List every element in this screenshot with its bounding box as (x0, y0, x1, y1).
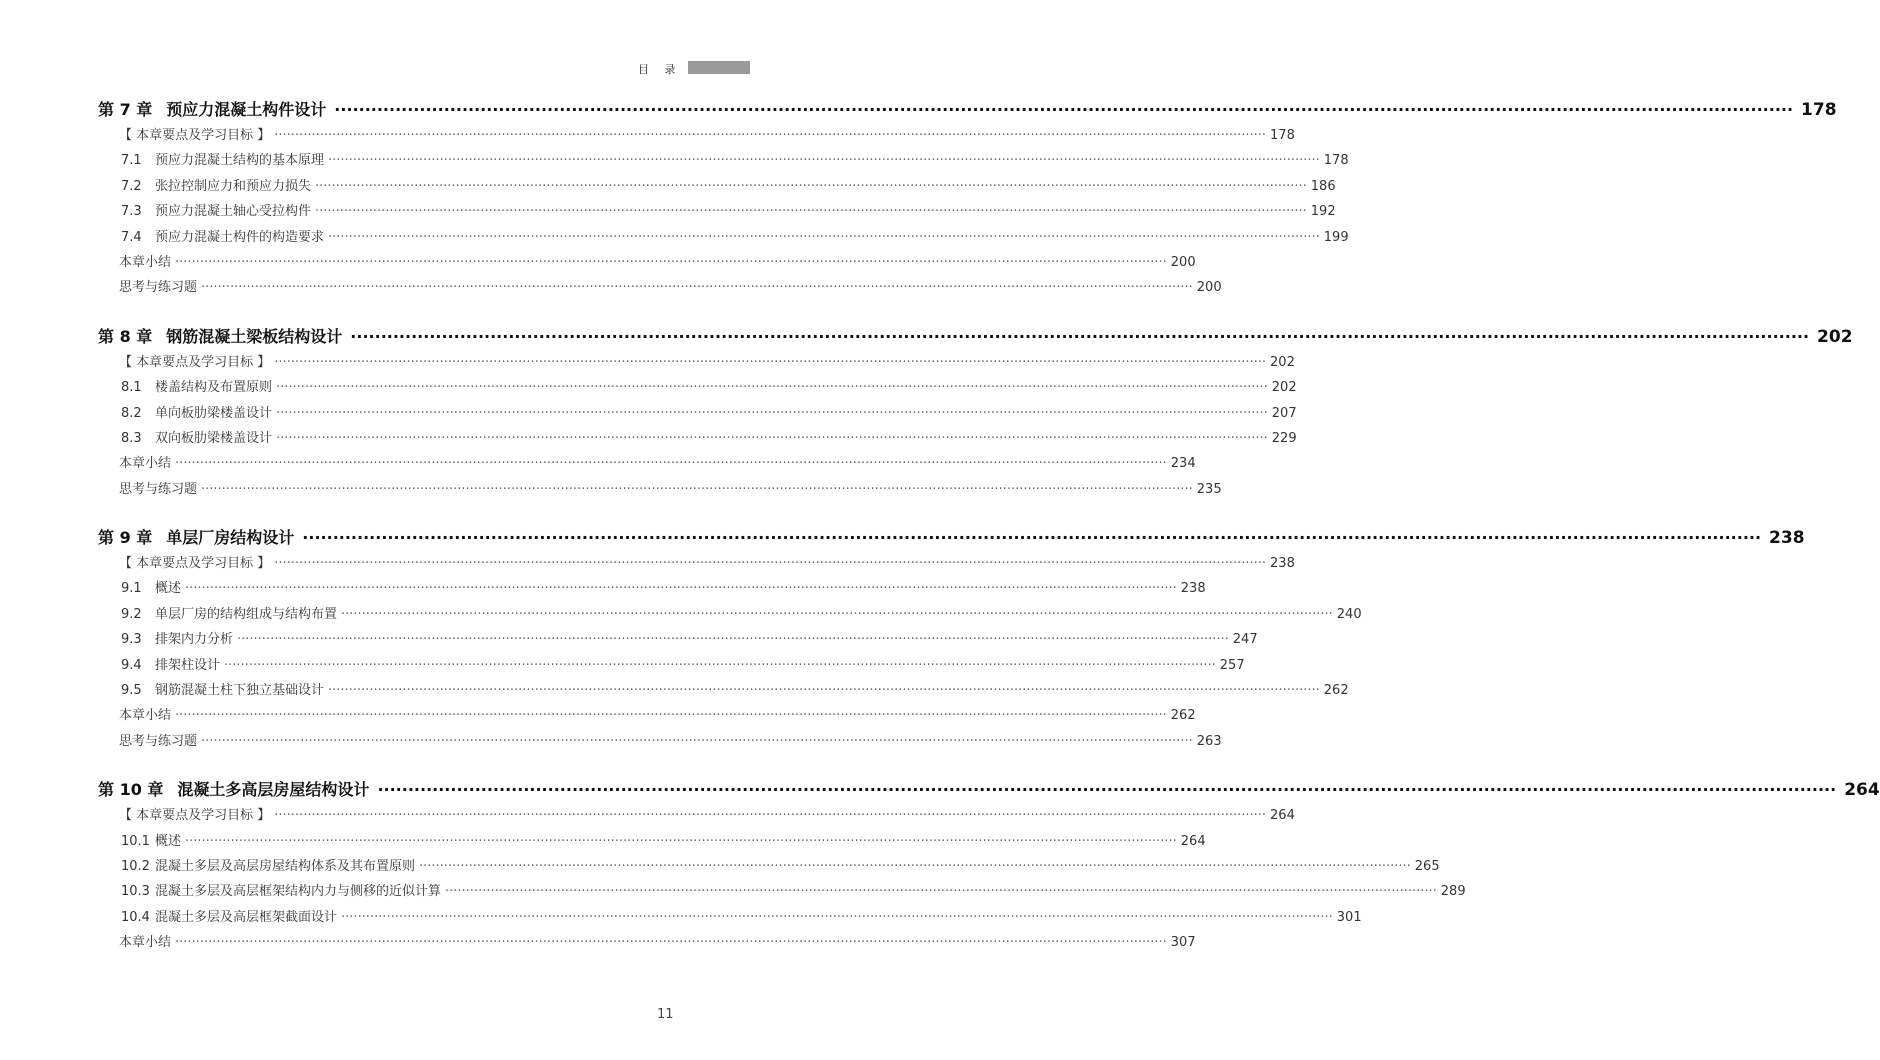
dot-leader: ················································································································································································································································ (274, 556, 1267, 572)
toc-entry[interactable] (0, 451, 1196, 476)
entry-page: 229 (1271, 430, 1297, 446)
entry-page: 200 (1196, 280, 1222, 296)
entry-page: 262 (1170, 708, 1196, 724)
chapter-block (0, 776, 1880, 955)
entry-title: 楼盖结构及布置原则 (155, 380, 273, 396)
entry-page: 307 (1170, 935, 1196, 951)
toc-entry[interactable] (0, 854, 1440, 879)
header-bar (688, 61, 750, 74)
entry-title: 双向板肋梁楼盖设计 (155, 430, 273, 446)
section-number: 7.1 (121, 153, 142, 169)
entry-page: 264 (1180, 833, 1206, 849)
chapter-number: 第 9 章 (98, 528, 153, 548)
dot-leader: ················································································································································································································································ (377, 780, 1837, 800)
entry-page: 178 (1323, 153, 1349, 169)
chapter-heading[interactable] (0, 776, 1880, 803)
entry-page: 199 (1323, 229, 1349, 245)
dot-leader: ················································································································································································································································ (445, 884, 1437, 900)
chapter-title: 单层厂房结构设计 (166, 528, 295, 548)
chapter-heading[interactable] (0, 323, 1853, 350)
entry-title: 本章小结 (119, 935, 172, 951)
section-number: 7.4 (121, 229, 142, 245)
entry-title: 本章小结 (119, 456, 172, 472)
entry-page: 202 (1271, 380, 1297, 396)
dot-leader: ················································································································································································································································ (315, 204, 1307, 220)
chapter-page: 202 (1817, 326, 1853, 347)
entry-title: 预应力混凝土构件的构造要求 (155, 229, 325, 245)
chapter-page: 238 (1769, 528, 1805, 549)
dot-leader: ················································································································································································································································ (328, 683, 1320, 699)
chapter-page: 264 (1844, 780, 1880, 801)
entry-page: 234 (1170, 456, 1196, 472)
toc-entry[interactable] (0, 477, 1222, 502)
section-number: 10.2 (121, 858, 150, 874)
entry-page: 202 (1270, 354, 1295, 370)
chapter-block (0, 524, 1805, 754)
entry-title: 思考与练习题 (119, 481, 198, 497)
toc-entry[interactable] (0, 199, 1336, 224)
entry-title: 【 本章要点及学习目标 】 (119, 556, 271, 572)
toc-entry[interactable] (0, 426, 1297, 451)
toc-entry[interactable] (0, 350, 1295, 375)
entry-title: 钢筋混凝土柱下独立基础设计 (155, 683, 325, 699)
dot-leader: ················································································································································································································································ (341, 606, 1333, 622)
dot-leader: ················································································································································································································································ (185, 833, 1177, 849)
entry-title: 预应力混凝土结构的基本原理 (155, 153, 325, 169)
dot-leader: ················································································································································································································································ (341, 909, 1333, 925)
section-number: 9.2 (121, 606, 142, 622)
section-number: 9.5 (121, 683, 142, 699)
dot-leader: ················································································································································································································································ (201, 481, 1193, 497)
dot-leader: ················································································································································································································································ (328, 153, 1320, 169)
toc-entry[interactable] (0, 551, 1295, 576)
entry-title: 排架内力分析 (155, 632, 234, 648)
toc-entry[interactable] (0, 148, 1349, 173)
toc-entry[interactable] (0, 123, 1295, 148)
dot-leader: ················································································································································································································································ (274, 354, 1267, 370)
section-number: 10.3 (121, 884, 150, 900)
toc-entry[interactable] (0, 225, 1349, 250)
dot-leader: ················································································································································································································································ (276, 430, 1268, 446)
entry-title: 单层厂房的结构组成与结构布置 (155, 606, 338, 622)
toc-entry[interactable] (0, 602, 1362, 627)
entry-page: 262 (1323, 683, 1349, 699)
dot-leader: ················································································································································································································································ (276, 380, 1268, 396)
chapter-block (0, 96, 1837, 301)
entry-title: 【 本章要点及学习目标 】 (119, 808, 271, 824)
entry-page: 178 (1270, 128, 1295, 143)
section-number: 8.2 (121, 405, 142, 421)
toc-entry[interactable] (0, 275, 1222, 300)
entry-page: 247 (1232, 632, 1258, 648)
section-number: 10.1 (121, 833, 150, 849)
page-number: 11 (657, 1007, 674, 1022)
section-number: 9.4 (121, 657, 142, 673)
dot-leader: ················································································································································································································································ (274, 128, 1267, 143)
entry-page: 238 (1180, 581, 1206, 597)
section-number: 7.2 (121, 178, 142, 194)
entry-title: 思考与练习题 (119, 733, 198, 749)
entry-title: 混凝土多层及高层房屋结构体系及其布置原则 (155, 858, 416, 874)
entry-title: 混凝土多层及高层框架截面设计 (155, 909, 338, 925)
toc-entry[interactable] (0, 703, 1196, 728)
entry-page: 263 (1196, 733, 1222, 749)
entry-page: 240 (1336, 606, 1362, 622)
chapter-number: 第 10 章 (98, 780, 164, 800)
entry-title: 排架柱设计 (155, 657, 221, 673)
toc-entry[interactable] (0, 829, 1206, 854)
dot-leader: ················································································································································································································································ (315, 178, 1307, 194)
toc-entry[interactable] (0, 905, 1362, 930)
dot-leader: ················································································································································································································································ (328, 229, 1320, 245)
chapter-number: 第 8 章 (98, 326, 153, 346)
dot-leader: ················································································································································································································································ (419, 858, 1411, 874)
dot-leader: ················································································································································································································································ (274, 808, 1267, 824)
toc-entry[interactable] (0, 576, 1206, 601)
entry-title: 混凝土多层及高层框架结构内力与侧移的近似计算 (155, 884, 442, 900)
entry-page: 207 (1271, 405, 1297, 421)
toc-entry[interactable] (0, 678, 1349, 703)
entry-page: 238 (1270, 556, 1295, 572)
dot-leader: ················································································································································································································································ (175, 456, 1167, 472)
header-label: 目 录 (638, 63, 682, 76)
dot-leader: ················································································································································································································································ (201, 280, 1193, 296)
section-number: 7.3 (121, 204, 142, 220)
entry-title: 本章小结 (119, 708, 172, 724)
dot-leader: ················································································································································································································································ (302, 528, 1762, 548)
chapter-title: 钢筋混凝土梁板结构设计 (166, 326, 343, 346)
dot-leader: ················································································································································································································································ (175, 708, 1167, 724)
dot-leader: ················································································································································································································································ (175, 254, 1167, 270)
dot-leader: ················································································································································································································································ (201, 733, 1193, 749)
entry-page: 289 (1440, 884, 1466, 900)
toc-entry[interactable] (0, 803, 1295, 828)
entry-title: 概述 (155, 833, 182, 849)
chapter-title: 预应力混凝土构件设计 (166, 100, 327, 119)
entry-page: 264 (1270, 808, 1295, 824)
chapter-title: 混凝土多高层房屋结构设计 (177, 780, 370, 800)
dot-leader: ················································································································································································································································ (175, 935, 1167, 951)
toc-entry[interactable] (0, 250, 1196, 275)
entry-page: 192 (1310, 204, 1336, 220)
dot-leader: ················································································································································································································································ (237, 632, 1229, 648)
chapter-heading[interactable] (0, 96, 1837, 123)
entry-title: 【 本章要点及学习目标 】 (119, 354, 271, 370)
section-number: 8.1 (121, 380, 142, 396)
entry-page: 186 (1310, 178, 1336, 194)
chapter-page: 178 (1801, 100, 1837, 120)
entry-page: 235 (1196, 481, 1222, 497)
section-number: 9.3 (121, 632, 142, 648)
section-number: 10.4 (121, 909, 150, 925)
entry-page: 257 (1219, 657, 1245, 673)
toc-entry[interactable] (0, 174, 1336, 199)
entry-title: 张拉控制应力和预应力损失 (155, 178, 312, 194)
entry-page: 200 (1170, 254, 1196, 270)
entry-title: 预应力混凝土轴心受拉构件 (155, 204, 312, 220)
entry-title: 思考与练习题 (119, 280, 198, 296)
dot-leader: ················································································································································································································································ (334, 100, 1794, 119)
entry-title: 概述 (155, 581, 182, 597)
table-of-contents (0, 96, 1880, 978)
toc-entry[interactable] (0, 729, 1222, 754)
section-number: 9.1 (121, 581, 142, 597)
entry-title: 本章小结 (119, 254, 172, 270)
dot-leader: ················································································································································································································································ (185, 581, 1177, 597)
chapter-heading[interactable] (0, 524, 1805, 551)
toc-entry[interactable] (0, 930, 1196, 955)
toc-entry[interactable] (0, 375, 1297, 400)
dot-leader: ················································································································································································································································ (350, 326, 1810, 346)
chapter-number: 第 7 章 (98, 100, 153, 119)
toc-entry[interactable] (0, 401, 1297, 426)
toc-entry[interactable] (0, 627, 1258, 652)
dot-leader: ················································································································································································································································ (276, 405, 1268, 421)
chapter-block (0, 323, 1853, 502)
section-number: 8.3 (121, 430, 142, 446)
toc-entry[interactable] (0, 653, 1245, 678)
entry-title: 单向板肋梁楼盖设计 (155, 405, 273, 421)
entry-title: 【 本章要点及学习目标 】 (119, 128, 271, 143)
dot-leader: ················································································································································································································································ (224, 657, 1216, 673)
entry-page: 301 (1336, 909, 1362, 925)
toc-entry[interactable] (0, 879, 1466, 904)
entry-page: 265 (1414, 858, 1440, 874)
